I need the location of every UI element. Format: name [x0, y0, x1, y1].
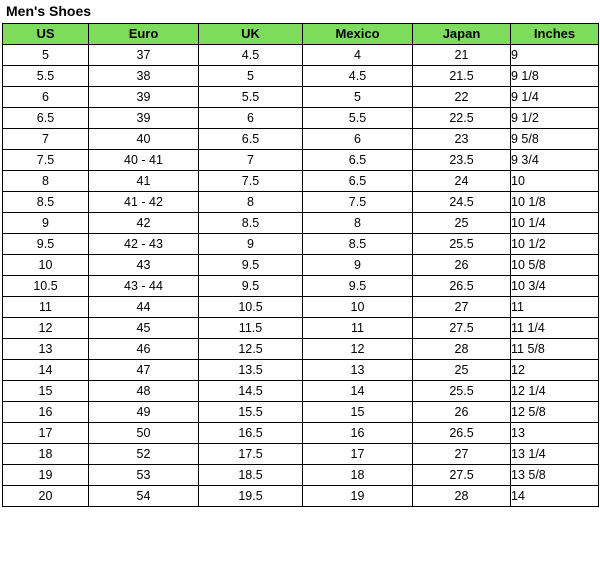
table-cell: 27.5: [413, 465, 511, 486]
table-cell: 17: [3, 423, 89, 444]
table-cell: 18: [3, 444, 89, 465]
table-cell: 4.5: [199, 45, 303, 66]
table-cell: 11 5/8: [511, 339, 599, 360]
table-cell: 11: [3, 297, 89, 318]
table-cell: 25: [413, 360, 511, 381]
table-cell: 17: [303, 444, 413, 465]
table-cell: 15: [303, 402, 413, 423]
table-cell: 22.5: [413, 108, 511, 129]
table-cell: 8.5: [199, 213, 303, 234]
table-cell: 6.5: [303, 171, 413, 192]
table-cell: 13: [3, 339, 89, 360]
table-row: [3, 171, 599, 192]
table-cell: 40 - 41: [89, 150, 199, 171]
table-cell: 10: [3, 255, 89, 276]
table-cell: 43 - 44: [89, 276, 199, 297]
table-cell: 9: [199, 234, 303, 255]
table-cell: 52: [89, 444, 199, 465]
table-cell: 43: [89, 255, 199, 276]
table-row: [3, 129, 599, 150]
table-cell: 14: [3, 360, 89, 381]
table-cell: 23: [413, 129, 511, 150]
table-cell: 10.5: [199, 297, 303, 318]
table-cell: 9.5: [3, 234, 89, 255]
table-cell: 7.5: [199, 171, 303, 192]
table-cell: 18: [303, 465, 413, 486]
table-cell: 10 3/4: [511, 276, 599, 297]
table-cell: 7: [199, 150, 303, 171]
table-cell: 11: [511, 297, 599, 318]
table-cell: 39: [89, 108, 199, 129]
table-cell: 12: [3, 318, 89, 339]
table-cell: 7.5: [3, 150, 89, 171]
table-cell: 13: [303, 360, 413, 381]
column-header-inches: Inches: [511, 24, 599, 45]
table-cell: 24.5: [413, 192, 511, 213]
table-cell: 41: [89, 171, 199, 192]
column-header-japan: Japan: [413, 24, 511, 45]
table-cell: 22: [413, 87, 511, 108]
table-cell: 18.5: [199, 465, 303, 486]
table-cell: 6.5: [3, 108, 89, 129]
table-cell: 19: [303, 486, 413, 507]
column-header-us: US: [3, 24, 89, 45]
table-cell: 50: [89, 423, 199, 444]
table-cell: 17.5: [199, 444, 303, 465]
table-cell: 46: [89, 339, 199, 360]
table-cell: 10 5/8: [511, 255, 599, 276]
table-cell: 15: [3, 381, 89, 402]
table-body: [3, 45, 599, 507]
table-cell: 11: [303, 318, 413, 339]
table-cell: 4: [303, 45, 413, 66]
table-cell: 6: [3, 87, 89, 108]
table-cell: 19.5: [199, 486, 303, 507]
table-cell: 5.5: [303, 108, 413, 129]
table-cell: 16.5: [199, 423, 303, 444]
table-cell: 12.5: [199, 339, 303, 360]
table-cell: 13 5/8: [511, 465, 599, 486]
table-row: [3, 297, 599, 318]
table-cell: 53: [89, 465, 199, 486]
table-row: [3, 108, 599, 129]
table-row: [3, 192, 599, 213]
table-cell: 26: [413, 402, 511, 423]
table-cell: 14: [303, 381, 413, 402]
table-row: [3, 150, 599, 171]
table-cell: 12 5/8: [511, 402, 599, 423]
column-header-mexico: Mexico: [303, 24, 413, 45]
page-title: Men's Shoes: [6, 3, 92, 19]
table-cell: 41 - 42: [89, 192, 199, 213]
table-cell: 12 1/4: [511, 381, 599, 402]
table-row: [3, 318, 599, 339]
table-cell: 28: [413, 339, 511, 360]
table-cell: 9 1/2: [511, 108, 599, 129]
table-cell: 10 1/4: [511, 213, 599, 234]
table-row: [3, 360, 599, 381]
table-cell: 7.5: [303, 192, 413, 213]
table-cell: 10: [511, 171, 599, 192]
table-row: [3, 45, 599, 66]
table-cell: 9.5: [303, 276, 413, 297]
table-row: [3, 234, 599, 255]
table-cell: 9: [303, 255, 413, 276]
table-cell: 42: [89, 213, 199, 234]
table-cell: 47: [89, 360, 199, 381]
table-cell: 9 5/8: [511, 129, 599, 150]
table-cell: 8: [3, 171, 89, 192]
table-cell: 6: [303, 129, 413, 150]
table-cell: 44: [89, 297, 199, 318]
table-cell: 38: [89, 66, 199, 87]
table-cell: 49: [89, 402, 199, 423]
table-cell: 12: [303, 339, 413, 360]
table-cell: 27: [413, 297, 511, 318]
table-row: [3, 423, 599, 444]
table-cell: 10.5: [3, 276, 89, 297]
table-cell: 9 1/4: [511, 87, 599, 108]
table-cell: 20: [3, 486, 89, 507]
table-row: [3, 66, 599, 87]
table-cell: 5: [3, 45, 89, 66]
table-cell: 26: [413, 255, 511, 276]
table-cell: 21.5: [413, 66, 511, 87]
table-cell: 27.5: [413, 318, 511, 339]
table-cell: 39: [89, 87, 199, 108]
table-cell: 10 1/2: [511, 234, 599, 255]
table-cell: 11.5: [199, 318, 303, 339]
table-cell: 5: [199, 66, 303, 87]
table-cell: 9: [3, 213, 89, 234]
table-cell: 11 1/4: [511, 318, 599, 339]
table-cell: 25.5: [413, 381, 511, 402]
column-header-uk: UK: [199, 24, 303, 45]
table-row: [3, 255, 599, 276]
table-cell: 26.5: [413, 276, 511, 297]
table-cell: 10 1/8: [511, 192, 599, 213]
table-cell: 4.5: [303, 66, 413, 87]
column-header-euro: Euro: [89, 24, 199, 45]
table-cell: 19: [3, 465, 89, 486]
table-cell: 48: [89, 381, 199, 402]
table-cell: 45: [89, 318, 199, 339]
table-row: [3, 486, 599, 507]
table-row: [3, 276, 599, 297]
table-cell: 8: [303, 213, 413, 234]
table-cell: 8.5: [303, 234, 413, 255]
table-cell: 5: [303, 87, 413, 108]
table-cell: 12: [511, 360, 599, 381]
table-cell: 26.5: [413, 423, 511, 444]
table-cell: 9: [511, 45, 599, 66]
table-cell: 9.5: [199, 255, 303, 276]
table-row: [3, 465, 599, 486]
table-cell: 28: [413, 486, 511, 507]
table-row: [3, 381, 599, 402]
table-cell: 5.5: [3, 66, 89, 87]
table-cell: 23.5: [413, 150, 511, 171]
table-cell: 9 3/4: [511, 150, 599, 171]
table-cell: 13 1/4: [511, 444, 599, 465]
table-cell: 42 - 43: [89, 234, 199, 255]
table-cell: 25: [413, 213, 511, 234]
table-cell: 21: [413, 45, 511, 66]
table-cell: 16: [303, 423, 413, 444]
table-row: [3, 87, 599, 108]
table-cell: 8: [199, 192, 303, 213]
table-cell: 14: [511, 486, 599, 507]
table-cell: 27: [413, 444, 511, 465]
table-row: [3, 213, 599, 234]
table-cell: 5.5: [199, 87, 303, 108]
table-header: [3, 24, 599, 45]
table-row: [3, 402, 599, 423]
table-cell: 15.5: [199, 402, 303, 423]
table-cell: 40: [89, 129, 199, 150]
shoe-size-table: [2, 23, 599, 507]
table-cell: 14.5: [199, 381, 303, 402]
table-cell: 8.5: [3, 192, 89, 213]
table-cell: 13: [511, 423, 599, 444]
table-row: [3, 444, 599, 465]
table-cell: 6.5: [303, 150, 413, 171]
table-cell: 25.5: [413, 234, 511, 255]
table-cell: 9 1/8: [511, 66, 599, 87]
table-cell: 6: [199, 108, 303, 129]
table-cell: 9.5: [199, 276, 303, 297]
table-cell: 37: [89, 45, 199, 66]
table-cell: 6.5: [199, 129, 303, 150]
table-row: [3, 339, 599, 360]
table-cell: 13.5: [199, 360, 303, 381]
table-cell: 24: [413, 171, 511, 192]
table-cell: 7: [3, 129, 89, 150]
table-cell: 16: [3, 402, 89, 423]
table-cell: 54: [89, 486, 199, 507]
table-cell: 10: [303, 297, 413, 318]
table-header-row: [3, 24, 599, 45]
